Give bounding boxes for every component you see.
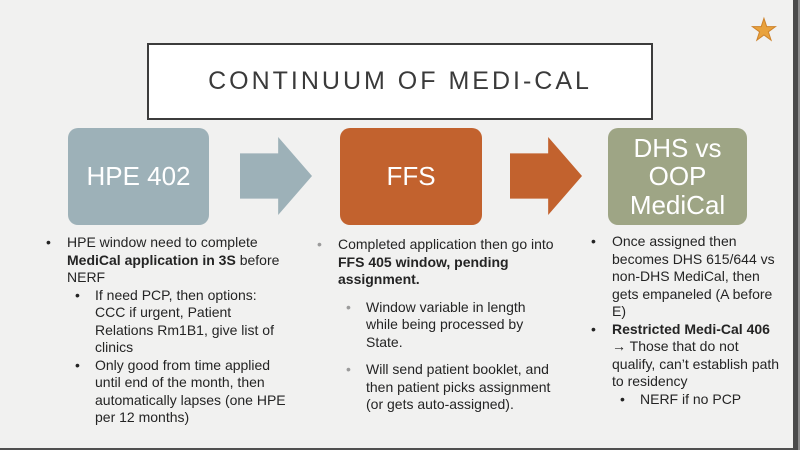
flow-arrow-1 [240,137,312,215]
bullet-marker: • [346,298,351,315]
bullet-text: MediCal application in 3S [67,251,236,268]
bullet-item [40,287,290,357]
bullet-marker: • [346,361,351,377]
bullet-marker: • [591,320,596,337]
bullet-text: before NERF [67,251,280,285]
bullet-marker: • [75,286,80,303]
bullet-item [311,361,561,414]
bullet-item [40,234,290,287]
bullet-text: Completed application then go into [338,236,554,252]
bullet-marker: • [620,390,625,407]
flow-box-hpe [68,128,209,225]
bullet-text: → Those that do not qualify, can’t establish path to residency [612,338,780,389]
column-dhs [585,233,785,408]
column-ffs-notes [311,236,561,424]
bullet-item [585,233,785,321]
column-ffs [311,236,561,414]
bullet-text: Once assigned then becomes DHS 615/644 vs non-DHS MediCal, then gets empaneled (A before E) [612,233,775,319]
bullet-marker: • [46,234,51,250]
flow-box-dhs-label: DHS vs OOP MediCal [629,133,726,220]
column-hpe-notes [40,234,290,427]
bullet-marker: • [317,236,322,252]
flow-box-hpe-label: HPE 402 [86,161,191,192]
right-edge-bar [793,0,800,450]
column-dhs-notes [585,233,785,408]
flow-box-ffs-label: FFS [386,161,436,192]
bullet-text: Restricted Medi-Cal 406 [612,320,770,337]
column-hpe [40,234,290,427]
bullet-text: FFS 405 window, pending assignment. [338,253,509,287]
bullet-text: NERF if no PCP [640,390,742,407]
flow-box-ffs [340,128,482,225]
bullet-text: HPE window need to complete [67,234,258,250]
bullet-item [311,236,561,289]
bullet-item [585,391,785,409]
bullet-marker: • [75,356,80,373]
bullet-item [311,299,561,352]
bullet-item [585,321,785,391]
star-icon: ★ [750,14,778,47]
bullet-item [40,357,290,427]
bullet-marker: • [591,233,596,249]
page-title: CONTINUUM OF MEDI-CAL [208,67,592,95]
title-box [147,43,653,120]
flow-box-dhs [608,128,747,225]
bullet-text: Will send patient booklet, and then patient picks assignment (or gets auto-assigned). [366,361,551,412]
flow-arrow-2 [510,137,582,215]
bullet-text: Window variable in length while being processed by State. [366,298,526,350]
bullet-text: Only good from time applied until end of the month, then automatically lapses (one HPE per 12 months) [95,356,286,425]
bullet-text: If need PCP, then options: CCC if urgent, Patient Relations Rm1B1, give list of clinics [95,286,274,355]
